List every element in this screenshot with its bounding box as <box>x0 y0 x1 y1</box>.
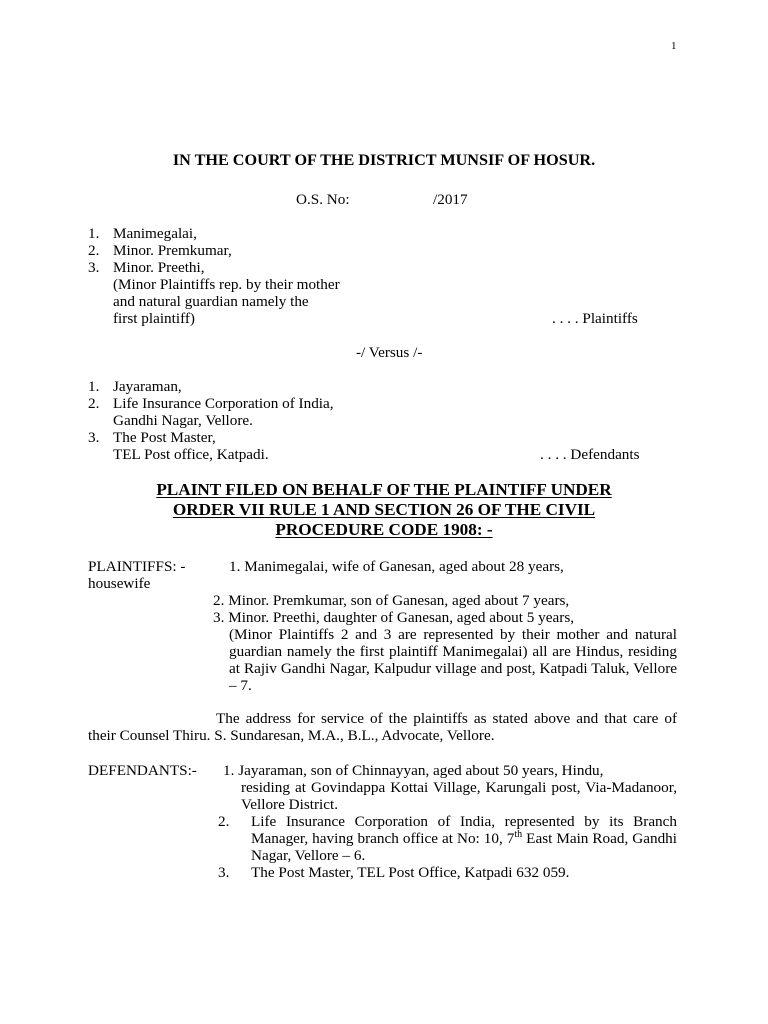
plaintiffs-note-line: first plaintiff) <box>113 310 195 327</box>
plaint-heading-line: PROCEDURE CODE 1908: - <box>275 520 493 539</box>
defendant-2-text-a: Life Insurance Corporation of India, represented by its Branch Manager, having branch office at No: 10, 7 <box>251 813 677 847</box>
plaintiff-2-line: 2. Minor. Premkumar, son of Ganesan, aged about 7 years, <box>213 592 570 609</box>
defendant-1-line: 1. Jayaraman, son of Chinnayyan, aged about 50 years, Hindu, <box>223 762 604 779</box>
address-for-service: The address for service of the plaintiffs as stated above and that care of their Counsel Thiru. S. Sundaresan, M.A., B.L., Advocate, Vellore. <box>88 710 677 744</box>
plaintiffs-note-line: and natural guardian namely the <box>113 293 309 310</box>
case-number-label: O.S. No: <box>296 191 350 208</box>
defendants-role: . . . . Defendants <box>540 446 640 463</box>
defendant-1-address: residing at Govindappa Kottai Village, Karungali post, Via-Madanoor, Vellore District. <box>241 779 677 813</box>
defendant-3-text: The Post Master, TEL Post Office, Katpadi 632 059. <box>251 864 570 881</box>
plaintiffs-role: . . . . Plaintiffs <box>552 310 638 327</box>
defendant-3-number: 3. <box>218 864 230 881</box>
defendant-2-number: 2. <box>218 813 230 830</box>
plaint-heading-line: ORDER VII RULE 1 AND SECTION 26 OF THE CIVIL <box>172 500 596 519</box>
list-number: 2. <box>88 242 100 259</box>
plaintiff-3-line: 3. Minor. Preethi, daughter of Ganesan, aged about 5 years, <box>213 609 575 626</box>
defendant-address: TEL Post office, Katpadi. <box>113 446 269 463</box>
plaint-heading <box>0 480 768 540</box>
defendant-name: Jayaraman, <box>113 378 182 395</box>
defendants-label: DEFENDANTS:- <box>88 762 197 779</box>
defendant-address: Gandhi Nagar, Vellore. <box>113 412 253 429</box>
plaintiff-name: Minor. Preethi, <box>113 259 205 276</box>
case-year: /2017 <box>433 191 468 208</box>
plaintiff-name: Minor. Premkumar, <box>113 242 232 259</box>
list-number: 3. <box>88 429 100 446</box>
list-number: 1. <box>88 378 100 395</box>
ordinal-suffix: th <box>514 828 523 840</box>
court-title: IN THE COURT OF THE DISTRICT MUNSIF OF HOSUR. <box>172 151 596 169</box>
list-number: 1. <box>88 225 100 242</box>
defendant-name: Life Insurance Corporation of India, <box>113 395 334 412</box>
list-number: 2. <box>88 395 100 412</box>
defendant-2-text-b: East Main Road, Gandhi Nagar, Vellore – 6. <box>251 830 677 864</box>
page-number: 1 <box>671 40 677 52</box>
plaintiffs-note-line: (Minor Plaintiffs rep. by their mother <box>113 276 340 293</box>
plaint-heading-line: PLAINT FILED ON BEHALF OF THE PLAINTIFF UNDER <box>156 480 612 499</box>
plaintiff-1-occupation: housewife <box>88 575 151 592</box>
plaintiffs-note: (Minor Plaintiffs 2 and 3 are represented by their mother and natural guardian namely the first plaintiff Manimegalai) all are Hindus, residing at Rajiv Gandhi Nagar, Kalpudur village and post, Katpadi Taluk, Vellore – 7. <box>229 626 677 694</box>
versus: -/ Versus /- <box>356 344 423 361</box>
plaintiff-1-line: 1. Manimegalai, wife of Ganesan, aged about 28 years, <box>229 558 564 575</box>
plaintiff-name: Manimegalai, <box>113 225 197 242</box>
defendant-name: The Post Master, <box>113 429 216 446</box>
plaintiffs-label: PLAINTIFFS: - <box>88 558 186 575</box>
defendant-2-text <box>251 813 677 864</box>
list-number: 3. <box>88 259 100 276</box>
